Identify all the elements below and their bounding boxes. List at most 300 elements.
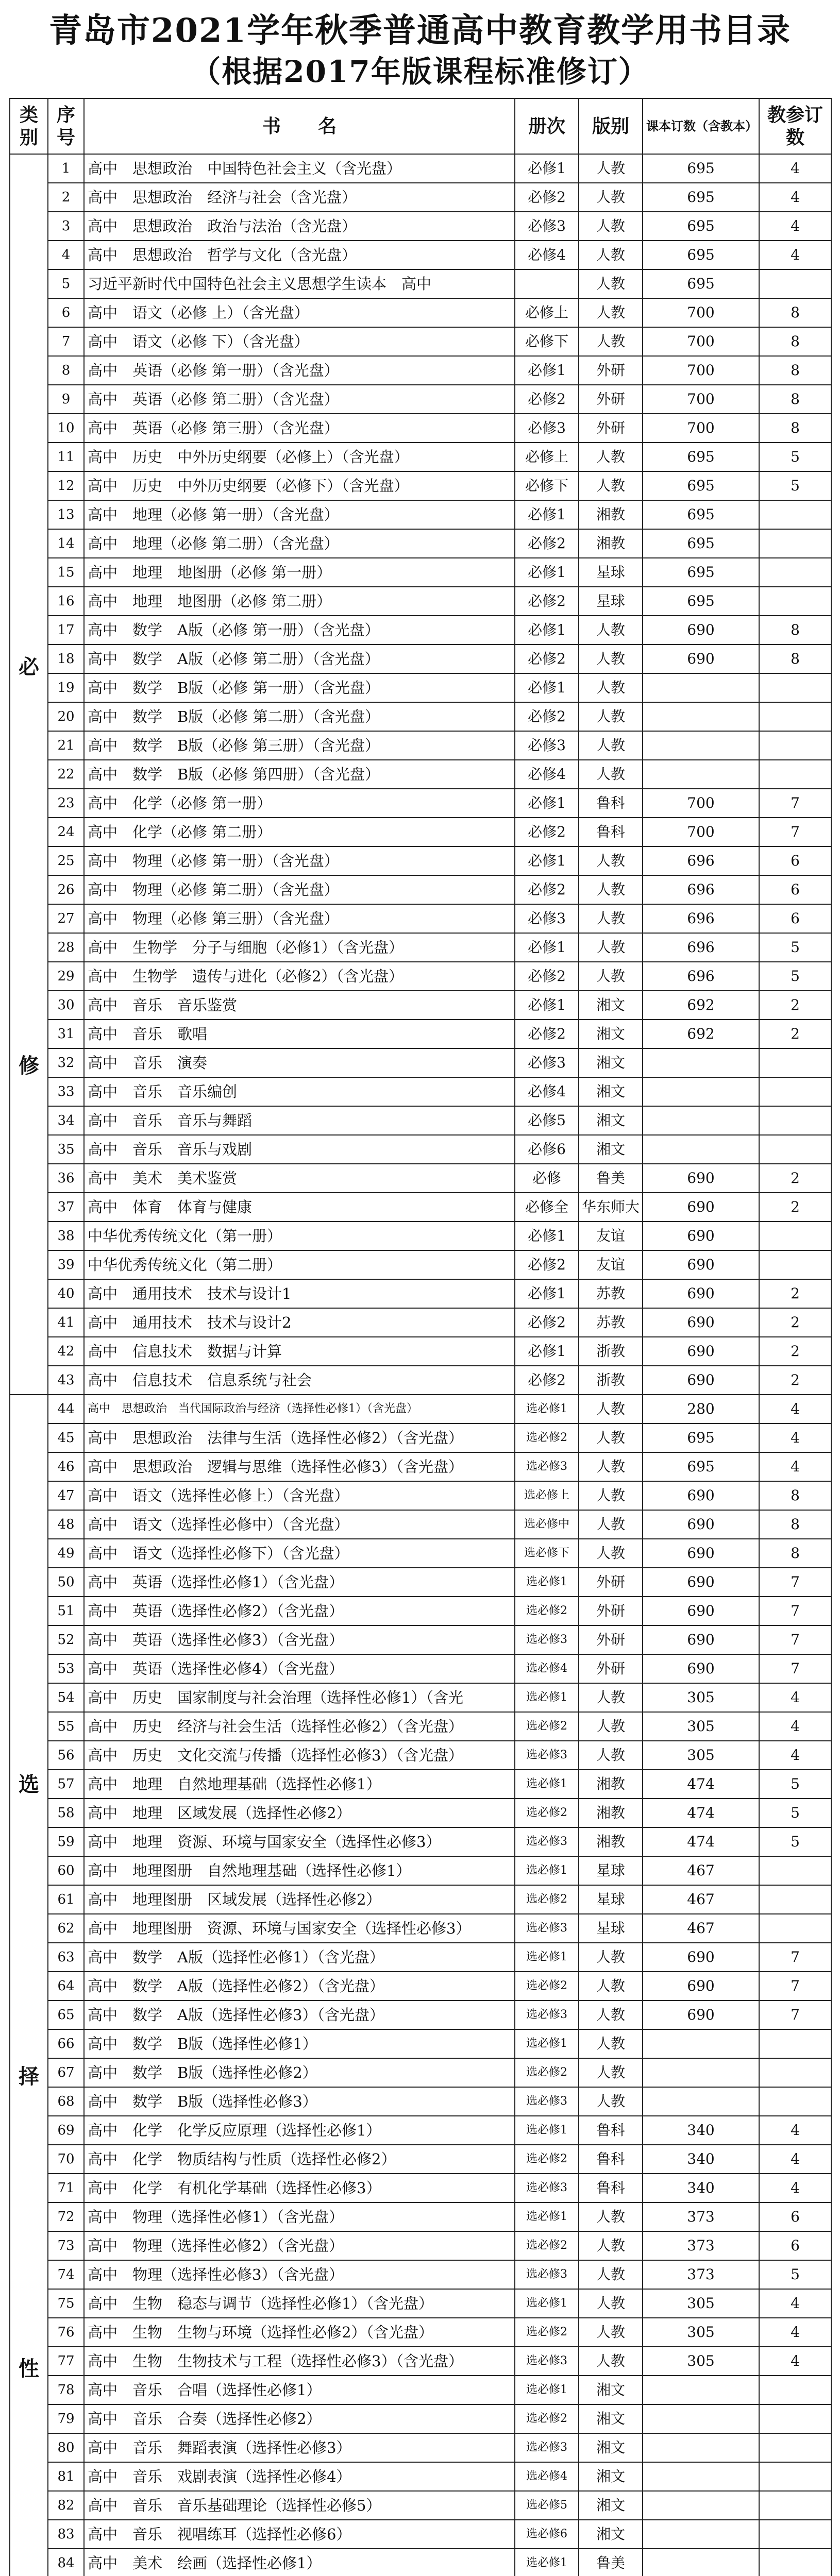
- table-row: [10, 962, 831, 991]
- cell-volume: 必修1: [515, 616, 579, 645]
- cell-edition: 湘文: [579, 2520, 643, 2549]
- cell-edition: 人教: [579, 702, 643, 731]
- cell-teacher-count: 7: [759, 1597, 831, 1625]
- cell-edition: 人教: [579, 2318, 643, 2347]
- cell-seq: 30: [48, 991, 84, 1020]
- cell-student-count: 700: [643, 818, 759, 846]
- cell-student-count: 373: [643, 2202, 759, 2231]
- table-row: [10, 875, 831, 904]
- cell-student-count: 692: [643, 991, 759, 1020]
- table-row: [10, 1077, 831, 1106]
- cell-seq: 61: [48, 1885, 84, 1914]
- cell-seq: 55: [48, 1712, 84, 1741]
- table-row: [10, 2058, 831, 2087]
- cell-teacher-count: 6: [759, 904, 831, 933]
- cell-teacher-count: [759, 1885, 831, 1914]
- cell-volume: 必修1: [515, 154, 579, 183]
- cell-title: 高中 体育 体育与健康: [84, 1193, 515, 1222]
- table-row: [10, 818, 831, 846]
- cell-student-count: 695: [643, 1423, 759, 1452]
- cell-edition: 人教: [579, 298, 643, 327]
- cell-title: 高中 英语（选择性必修1）（含光盘）: [84, 1568, 515, 1597]
- cell-title: 高中 英语（必修 第三册）（含光盘）: [84, 414, 515, 443]
- cell-teacher-count: 4: [759, 2174, 831, 2202]
- cell-title: 高中 数学 A版（必修 第二册）（含光盘）: [84, 645, 515, 673]
- table-row: [10, 2260, 831, 2289]
- cell-edition: 友谊: [579, 1250, 643, 1279]
- table-row: [10, 1308, 831, 1337]
- cell-teacher-count: 4: [759, 1712, 831, 1741]
- table-row: [10, 1741, 831, 1770]
- cell-title: 高中 语文（选择性必修下）（含光盘）: [84, 1539, 515, 1568]
- cell-seq: 82: [48, 2491, 84, 2520]
- cell-edition: 湘文: [579, 1077, 643, 1106]
- cell-teacher-count: 4: [759, 212, 831, 241]
- cell-edition: 外研: [579, 414, 643, 443]
- cell-title: 高中 地理图册 自然地理基础（选择性必修1）: [84, 1856, 515, 1885]
- cell-volume: 选必修4: [515, 1654, 579, 1683]
- cell-teacher-count: 4: [759, 241, 831, 269]
- cell-teacher-count: 4: [759, 2318, 831, 2347]
- table-row: [10, 616, 831, 645]
- cell-teacher-count: [759, 529, 831, 558]
- cell-seq: 46: [48, 1452, 84, 1481]
- cell-edition: 人教: [579, 2202, 643, 2231]
- cell-volume: 必修1: [515, 789, 579, 818]
- cell-title: 高中 思想政治 政治与法治（含光盘）: [84, 212, 515, 241]
- header-teacher-count: 教参订数: [759, 98, 831, 154]
- cell-student-count: 474: [643, 1770, 759, 1799]
- cell-student-count: 690: [643, 1308, 759, 1337]
- cell-edition: 人教: [579, 2001, 643, 2029]
- cell-volume: 必修1: [515, 846, 579, 875]
- cell-volume: 必修2: [515, 385, 579, 414]
- cell-volume: 必修2: [515, 587, 579, 616]
- header-seq: 序号: [48, 98, 84, 154]
- table-row: [10, 183, 831, 212]
- cell-edition: 人教: [579, 1452, 643, 1481]
- cell-edition: 人教: [579, 2058, 643, 2087]
- cell-seq: 21: [48, 731, 84, 760]
- table-row: [10, 1250, 831, 1279]
- cell-title: 中华优秀传统文化（第一册）: [84, 1222, 515, 1250]
- cell-title: 高中 信息技术 数据与计算: [84, 1337, 515, 1366]
- table-row: [10, 904, 831, 933]
- cell-teacher-count: 7: [759, 1972, 831, 2001]
- cell-volume: 选必修3: [515, 2433, 579, 2462]
- cell-volume: 选必修3: [515, 1914, 579, 1943]
- cell-teacher-count: 2: [759, 1337, 831, 1366]
- table-row: [10, 2001, 831, 2029]
- cell-teacher-count: [759, 1135, 831, 1164]
- table-row: [10, 241, 831, 269]
- header-category: 类别: [10, 98, 48, 154]
- cell-teacher-count: 4: [759, 1395, 831, 1423]
- cell-title: 高中 思想政治 当代国际政治与经济（选择性必修1）（含光盘）: [84, 1395, 515, 1423]
- cell-student-count: 690: [643, 1193, 759, 1222]
- cell-volume: 必修3: [515, 731, 579, 760]
- cell-volume: 必修1: [515, 933, 579, 962]
- cell-title: 高中 地理 地图册（必修 第二册）: [84, 587, 515, 616]
- cell-teacher-count: 5: [759, 962, 831, 991]
- cell-volume: 选必修1: [515, 2116, 579, 2145]
- cell-teacher-count: [759, 1856, 831, 1885]
- cell-title: 高中 音乐 演奏: [84, 1048, 515, 1077]
- cell-volume: 必修3: [515, 904, 579, 933]
- cell-volume: 必修4: [515, 1077, 579, 1106]
- cell-title: 高中 音乐 合奏（选择性必修2）: [84, 2404, 515, 2433]
- cell-seq: 17: [48, 616, 84, 645]
- cell-volume: 选必修2: [515, 2058, 579, 2087]
- cell-edition: 人教: [579, 673, 643, 702]
- cell-student-count: [643, 1106, 759, 1135]
- cell-seq: 22: [48, 760, 84, 789]
- cell-teacher-count: 5: [759, 2260, 831, 2289]
- cell-teacher-count: 8: [759, 414, 831, 443]
- cell-volume: 选必修2: [515, 1597, 579, 1625]
- page-title: 青岛市2021学年秋季普通高中教育教学用书目录: [48, 11, 792, 50]
- cell-teacher-count: 2: [759, 1020, 831, 1048]
- cell-volume: 必修1: [515, 1279, 579, 1308]
- cell-volume: 必修2: [515, 645, 579, 673]
- cell-volume: 选必修1: [515, 2376, 579, 2404]
- cell-edition: 湘教: [579, 1770, 643, 1799]
- cell-teacher-count: [759, 2029, 831, 2058]
- cell-volume: 选必修1: [515, 1856, 579, 1885]
- cell-student-count: 695: [643, 500, 759, 529]
- cell-student-count: 696: [643, 875, 759, 904]
- cell-teacher-count: 5: [759, 1799, 831, 1827]
- cell-student-count: 695: [643, 183, 759, 212]
- cell-seq: 74: [48, 2260, 84, 2289]
- cell-student-count: 700: [643, 385, 759, 414]
- cell-seq: 50: [48, 1568, 84, 1597]
- cell-title: 高中 历史 国家制度与社会治理（选择性必修1）（含光: [84, 1683, 515, 1712]
- cell-volume: 必修4: [515, 760, 579, 789]
- cell-seq: 69: [48, 2116, 84, 2145]
- cell-student-count: [643, 1135, 759, 1164]
- cell-student-count: 696: [643, 846, 759, 875]
- cell-seq: 13: [48, 500, 84, 529]
- cell-student-count: [643, 760, 759, 789]
- cell-teacher-count: 8: [759, 298, 831, 327]
- cell-student-count: 280: [643, 1395, 759, 1423]
- cell-seq: 10: [48, 414, 84, 443]
- cell-volume: 必修2: [515, 962, 579, 991]
- table-row: [10, 2347, 831, 2376]
- cell-teacher-count: [759, 2404, 831, 2433]
- cell-seq: 53: [48, 1654, 84, 1683]
- cell-student-count: 700: [643, 298, 759, 327]
- cell-volume: 必修3: [515, 1048, 579, 1077]
- cell-title: 习近平新时代中国特色社会主义思想学生读本 高中: [84, 269, 515, 298]
- cell-volume: 必修2: [515, 183, 579, 212]
- table-row: [10, 1597, 831, 1625]
- cell-edition: 人教: [579, 2289, 643, 2318]
- cell-title: 高中 地理图册 区域发展（选择性必修2）: [84, 1885, 515, 1914]
- cell-volume: 选必修1: [515, 2029, 579, 2058]
- cell-edition: 人教: [579, 962, 643, 991]
- cell-volume: 选必修1: [515, 1770, 579, 1799]
- table-row: [10, 385, 831, 414]
- cell-volume: 选必修2: [515, 1423, 579, 1452]
- cell-edition: 湘教: [579, 500, 643, 529]
- cell-volume: 必修2: [515, 818, 579, 846]
- cell-student-count: [643, 1077, 759, 1106]
- cell-title: 高中 语文（选择性必修中）（含光盘）: [84, 1510, 515, 1539]
- table-row: [10, 2202, 831, 2231]
- cell-teacher-count: 7: [759, 1568, 831, 1597]
- cell-title: 高中 地理图册 资源、环境与国家安全（选择性必修3）: [84, 1914, 515, 1943]
- cell-title: 高中 英语（必修 第二册）（含光盘）: [84, 385, 515, 414]
- cell-teacher-count: [759, 558, 831, 587]
- cell-seq: 24: [48, 818, 84, 846]
- cell-student-count: 690: [643, 1943, 759, 1972]
- table-row: [10, 154, 831, 183]
- cell-edition: 苏教: [579, 1308, 643, 1337]
- cell-title: 高中 数学 A版（选择性必修1）（含光盘）: [84, 1943, 515, 1972]
- table-row: [10, 731, 831, 760]
- cell-student-count: 690: [643, 1568, 759, 1597]
- cell-teacher-count: 5: [759, 1827, 831, 1856]
- cell-student-count: 695: [643, 241, 759, 269]
- header-student-count: 课本订数（含教本）: [643, 98, 759, 154]
- cell-seq: 83: [48, 2520, 84, 2549]
- table-row: [10, 1222, 831, 1250]
- cell-seq: 15: [48, 558, 84, 587]
- cell-volume: 选必修上: [515, 1481, 579, 1510]
- cell-title: 高中 生物 生物与环境（选择性必修2）（含光盘）: [84, 2318, 515, 2347]
- cell-teacher-count: 2: [759, 1164, 831, 1193]
- table-row: [10, 1654, 831, 1683]
- cell-edition: 湘文: [579, 991, 643, 1020]
- table-row: [10, 1279, 831, 1308]
- cell-teacher-count: 4: [759, 2116, 831, 2145]
- table-row: [10, 327, 831, 356]
- table-row: [10, 673, 831, 702]
- table-row: [10, 1048, 831, 1077]
- cell-volume: 必修下: [515, 327, 579, 356]
- cell-title: 高中 音乐 舞蹈表演（选择性必修3）: [84, 2433, 515, 2462]
- cell-seq: 2: [48, 183, 84, 212]
- cell-volume: 必修3: [515, 212, 579, 241]
- cell-student-count: [643, 2520, 759, 2549]
- cell-volume: 选必修2: [515, 2318, 579, 2347]
- cell-student-count: 695: [643, 212, 759, 241]
- cell-volume: 选必修中: [515, 1510, 579, 1539]
- table-row: [10, 1135, 831, 1164]
- table-row: [10, 1337, 831, 1366]
- cell-volume: 选必修1: [515, 2549, 579, 2576]
- cell-student-count: [643, 1048, 759, 1077]
- cell-seq: 43: [48, 1366, 84, 1395]
- cell-edition: 人教: [579, 269, 643, 298]
- cell-teacher-count: 4: [759, 1452, 831, 1481]
- cell-student-count: 695: [643, 529, 759, 558]
- cell-edition: 人教: [579, 443, 643, 471]
- cell-edition: 人教: [579, 2087, 643, 2116]
- cell-title: 高中 音乐 音乐鉴赏: [84, 991, 515, 1020]
- cell-edition: 星球: [579, 558, 643, 587]
- cell-volume: 必修1: [515, 1222, 579, 1250]
- cell-title: 高中 思想政治 逻辑与思维（选择性必修3）（含光盘）: [84, 1452, 515, 1481]
- cell-volume: 选必修1: [515, 1683, 579, 1712]
- table-row: [10, 1395, 831, 1423]
- cell-title: 高中 音乐 合唱（选择性必修1）: [84, 2376, 515, 2404]
- cell-teacher-count: [759, 1914, 831, 1943]
- cell-title: 高中 音乐 音乐与舞蹈: [84, 1106, 515, 1135]
- table-row: [10, 1106, 831, 1135]
- cell-student-count: 690: [643, 616, 759, 645]
- cell-seq: 64: [48, 1972, 84, 2001]
- table-row: [10, 269, 831, 298]
- cell-edition: 湘文: [579, 1020, 643, 1048]
- cell-title: 中华优秀传统文化（第二册）: [84, 1250, 515, 1279]
- cell-volume: 必修2: [515, 702, 579, 731]
- cell-edition: 鲁美: [579, 1164, 643, 1193]
- cell-teacher-count: [759, 673, 831, 702]
- cell-edition: 人教: [579, 1741, 643, 1770]
- cell-title: 高中 历史 中外历史纲要（必修上）（含光盘）: [84, 443, 515, 471]
- cell-title: 高中 语文（必修 下）（含光盘）: [84, 327, 515, 356]
- cell-seq: 77: [48, 2347, 84, 2376]
- cell-seq: 59: [48, 1827, 84, 1856]
- cell-teacher-count: 5: [759, 443, 831, 471]
- cell-title: 高中 音乐 音乐基础理论（选择性必修5）: [84, 2491, 515, 2520]
- cell-volume: 必修2: [515, 1250, 579, 1279]
- cell-teacher-count: [759, 587, 831, 616]
- cell-teacher-count: 7: [759, 1625, 831, 1654]
- cell-edition: 人教: [579, 731, 643, 760]
- cell-volume: 选必修1: [515, 1943, 579, 1972]
- cell-student-count: [643, 2087, 759, 2116]
- cell-seq: 45: [48, 1423, 84, 1452]
- cell-edition: 星球: [579, 1885, 643, 1914]
- cell-teacher-count: 4: [759, 154, 831, 183]
- cell-seq: 26: [48, 875, 84, 904]
- cell-volume: 必修3: [515, 414, 579, 443]
- table-row: [10, 500, 831, 529]
- cell-student-count: 695: [643, 154, 759, 183]
- cell-seq: 52: [48, 1625, 84, 1654]
- cell-seq: 48: [48, 1510, 84, 1539]
- table-row: [10, 1452, 831, 1481]
- cell-volume: 必修上: [515, 443, 579, 471]
- cell-teacher-count: [759, 760, 831, 789]
- cell-seq: 65: [48, 2001, 84, 2029]
- cell-edition: 人教: [579, 1395, 643, 1423]
- cell-teacher-count: 8: [759, 616, 831, 645]
- table-row: [10, 2174, 831, 2202]
- table-row: [10, 1683, 831, 1712]
- cell-title: 高中 数学 B版（选择性必修2）: [84, 2058, 515, 2087]
- cell-seq: 54: [48, 1683, 84, 1712]
- cell-title: 高中 数学 B版（必修 第四册）（含光盘）: [84, 760, 515, 789]
- cell-edition: 浙教: [579, 1366, 643, 1395]
- cell-seq: 70: [48, 2145, 84, 2174]
- cell-edition: 鲁科: [579, 2174, 643, 2202]
- cell-student-count: 340: [643, 2174, 759, 2202]
- table-row: [10, 933, 831, 962]
- cell-seq: 32: [48, 1048, 84, 1077]
- cell-edition: 人教: [579, 846, 643, 875]
- cell-seq: 27: [48, 904, 84, 933]
- cell-seq: 81: [48, 2462, 84, 2491]
- cell-teacher-count: 7: [759, 789, 831, 818]
- cell-student-count: 690: [643, 2001, 759, 2029]
- cell-teacher-count: 5: [759, 471, 831, 500]
- table-row: [10, 443, 831, 471]
- cell-student-count: 690: [643, 1972, 759, 2001]
- cell-teacher-count: [759, 731, 831, 760]
- table-row: [10, 558, 831, 587]
- cell-student-count: 695: [643, 269, 759, 298]
- table-body: [10, 154, 831, 2576]
- cell-volume: 选必修2: [515, 1972, 579, 2001]
- cell-seq: 78: [48, 2376, 84, 2404]
- cell-teacher-count: 2: [759, 1279, 831, 1308]
- cell-student-count: 700: [643, 356, 759, 385]
- cell-volume: 选必修5: [515, 2491, 579, 2520]
- cell-edition: 人教: [579, 183, 643, 212]
- cell-student-count: 690: [643, 1164, 759, 1193]
- cell-edition: 浙教: [579, 1337, 643, 1366]
- cell-title: 高中 英语（选择性必修3）（含光盘）: [84, 1625, 515, 1654]
- cell-student-count: 474: [643, 1827, 759, 1856]
- cell-seq: 5: [48, 269, 84, 298]
- cell-volume: 选必修2: [515, 2145, 579, 2174]
- cell-edition: 友谊: [579, 1222, 643, 1250]
- table-row: [10, 645, 831, 673]
- cell-teacher-count: [759, 1106, 831, 1135]
- cell-student-count: 467: [643, 1914, 759, 1943]
- cell-student-count: [643, 2058, 759, 2087]
- cell-seq: 28: [48, 933, 84, 962]
- cell-title: 高中 化学 有机化学基础（选择性必修3）: [84, 2174, 515, 2202]
- cell-title: 高中 数学 A版（选择性必修2）（含光盘）: [84, 1972, 515, 2001]
- cell-edition: 苏教: [579, 1279, 643, 1308]
- cell-teacher-count: 7: [759, 1943, 831, 1972]
- cell-edition: 人教: [579, 212, 643, 241]
- cell-student-count: [643, 2404, 759, 2433]
- cell-student-count: [643, 2549, 759, 2576]
- cell-seq: 20: [48, 702, 84, 731]
- table-row: [10, 1856, 831, 1885]
- cell-edition: 人教: [579, 1683, 643, 1712]
- cell-edition: 外研: [579, 1654, 643, 1683]
- cell-student-count: 696: [643, 933, 759, 962]
- cell-title: 高中 地理 资源、环境与国家安全（选择性必修3）: [84, 1827, 515, 1856]
- cell-title: 高中 地理 区域发展（选择性必修2）: [84, 1799, 515, 1827]
- cell-teacher-count: [759, 269, 831, 298]
- table-row: [10, 760, 831, 789]
- cell-title: 高中 英语（选择性必修4）（含光盘）: [84, 1654, 515, 1683]
- cell-teacher-count: [759, 2087, 831, 2116]
- cell-teacher-count: 6: [759, 875, 831, 904]
- cell-edition: 外研: [579, 385, 643, 414]
- cell-seq: 34: [48, 1106, 84, 1135]
- cell-title: 高中 历史 经济与社会生活（选择性必修2）（含光盘）: [84, 1712, 515, 1741]
- cell-student-count: [643, 2029, 759, 2058]
- cell-student-count: 695: [643, 443, 759, 471]
- cell-student-count: 700: [643, 414, 759, 443]
- header-title: 书 名: [84, 98, 515, 154]
- cell-seq: 75: [48, 2289, 84, 2318]
- cell-edition: 鲁科: [579, 2145, 643, 2174]
- cell-seq: 68: [48, 2087, 84, 2116]
- cell-edition: 湘文: [579, 1048, 643, 1077]
- table-row: [10, 2376, 831, 2404]
